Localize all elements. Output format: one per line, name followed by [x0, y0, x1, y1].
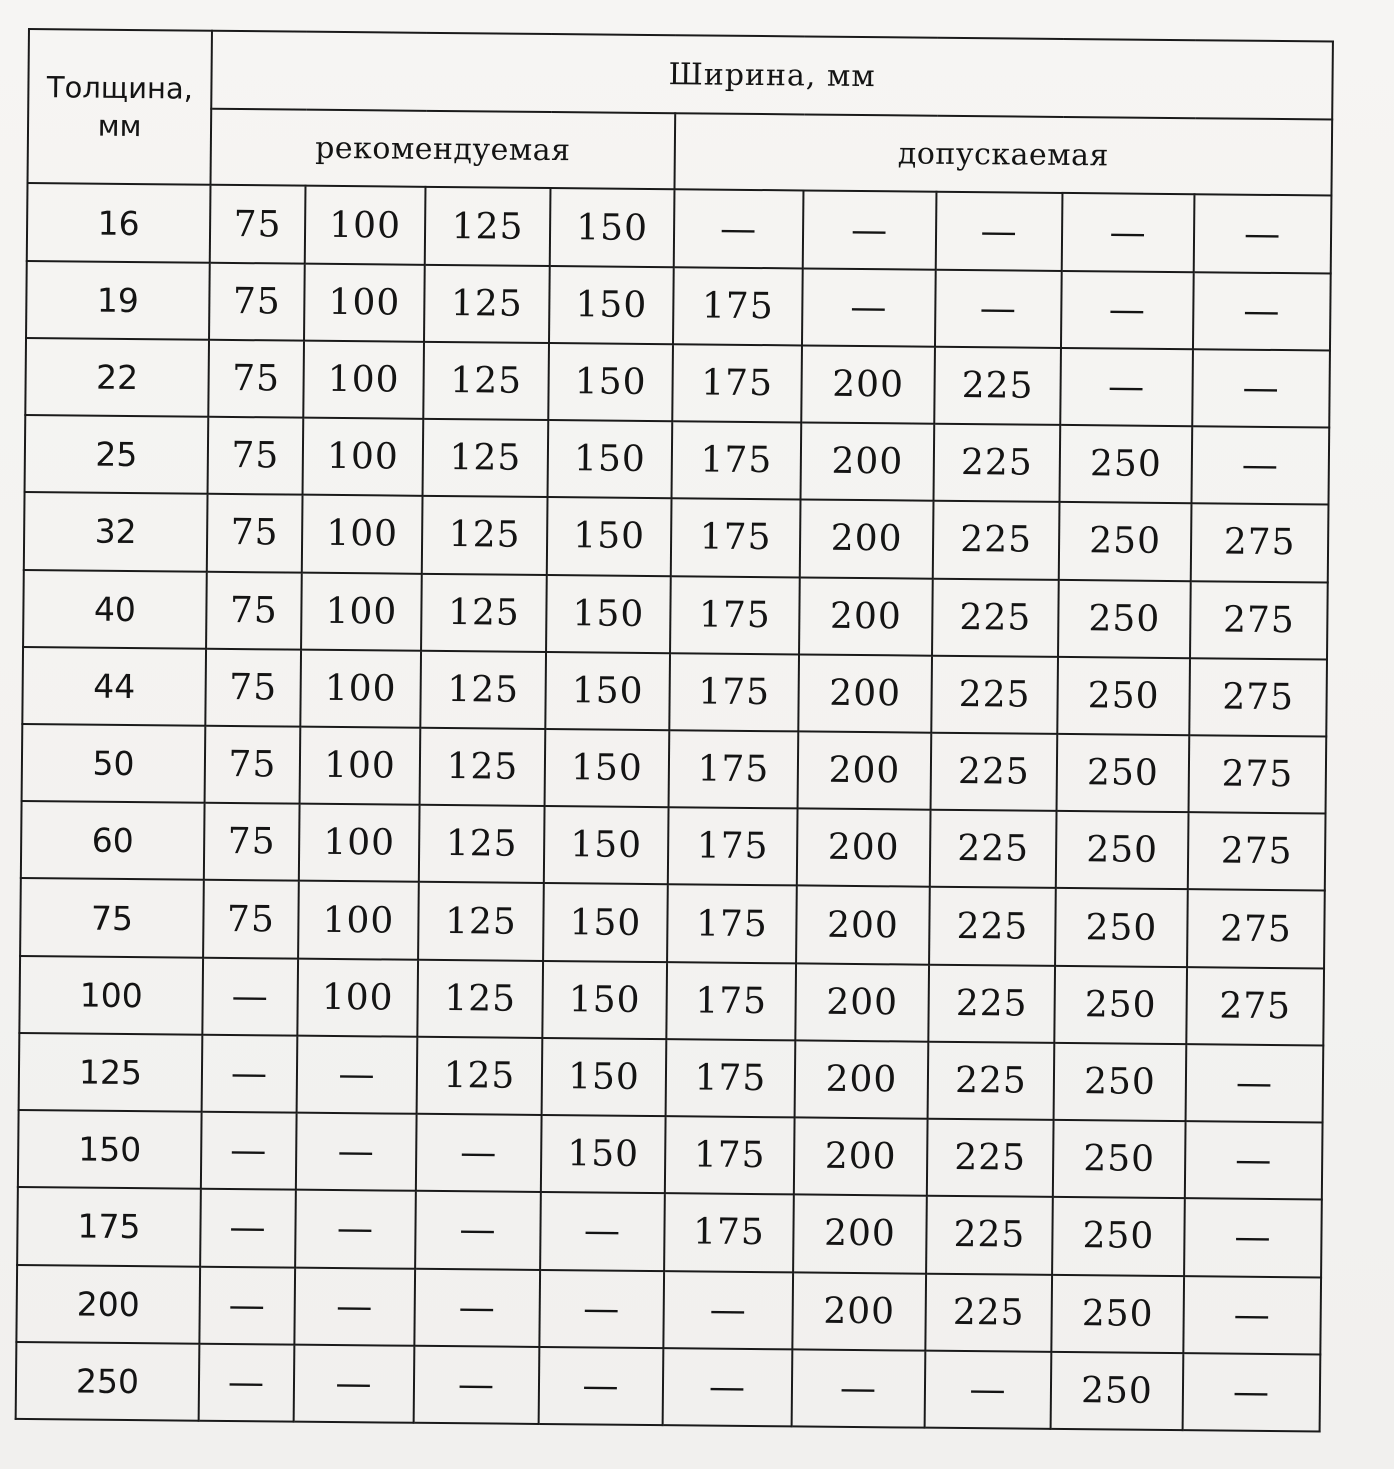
recommended-width-cell: 100	[300, 649, 421, 727]
permissible-width-cell: —	[935, 269, 1062, 347]
permissible-width-cell: —	[792, 1349, 926, 1428]
recommended-width-cell: —	[294, 1267, 415, 1345]
permissible-width-cell: 200	[798, 654, 932, 732]
recommended-width-cell: —	[296, 1113, 417, 1191]
permissible-header	[674, 113, 1332, 196]
table-row	[25, 338, 1330, 428]
recommended-width-cell: 150	[548, 420, 673, 498]
thickness-cell: 125	[19, 1033, 203, 1112]
permissible-width-cell: 175	[672, 344, 802, 422]
permissible-width-cell: 250	[1051, 1274, 1184, 1352]
permissible-width-cell: 200	[795, 963, 929, 1041]
permissible-width-cell: 225	[925, 1273, 1052, 1351]
permissible-width-cell: 175	[669, 653, 799, 731]
permissible-width-cell: 275	[1191, 504, 1329, 583]
permissible-width-cell: 250	[1053, 1120, 1186, 1198]
recommended-width-cell: 100	[305, 186, 426, 264]
table-row	[24, 492, 1329, 582]
permissible-width-cell: 175	[665, 1116, 795, 1194]
permissible-width-cell: 175	[670, 576, 800, 654]
permissible-width-cell: 225	[931, 655, 1058, 733]
permissible-width-cell: 175	[668, 807, 798, 885]
recommended-width-cell: —	[199, 1266, 295, 1344]
recommended-width-cell: 125	[418, 882, 544, 960]
thickness-cell: 40	[23, 570, 207, 649]
permissible-width-cell: 200	[799, 577, 933, 655]
table-row	[20, 878, 1325, 968]
permissible-width-cell: 175	[669, 730, 799, 808]
recommended-width-cell: —	[202, 957, 298, 1035]
permissible-width-cell: 275	[1189, 735, 1327, 814]
recommended-width-cell: 150	[541, 1115, 666, 1193]
recommended-width-cell: —	[416, 1114, 542, 1192]
recommended-width-cell: 100	[302, 495, 423, 573]
width-header-label: Ширина, мм	[668, 56, 876, 94]
recommended-width-cell: 75	[208, 417, 304, 495]
permissible-width-cell: 200	[801, 345, 935, 423]
recommended-width-cell: 150	[545, 652, 670, 730]
recommended-width-cell: 75	[206, 571, 302, 649]
permissible-width-cell: —	[1193, 272, 1331, 351]
recommended-header-label: рекомендуемая	[314, 130, 571, 169]
recommended-width-cell: 75	[210, 185, 306, 263]
table-row	[18, 1110, 1323, 1200]
permissible-width-cell: 225	[928, 964, 1055, 1042]
recommended-width-cell: —	[202, 1035, 298, 1113]
recommended-width-cell: 125	[423, 342, 549, 420]
permissible-width-cell: —	[1191, 426, 1329, 505]
recommended-width-cell: 125	[417, 1037, 543, 1115]
permissible-header-label: допускаемая	[897, 136, 1110, 174]
recommended-width-cell: —	[201, 1112, 297, 1190]
permissible-width-cell: 275	[1188, 812, 1326, 891]
recommended-width-cell: —	[295, 1190, 416, 1268]
recommended-width-cell: —	[540, 1192, 665, 1270]
lumber-size-table	[15, 28, 1334, 1432]
permissible-width-cell: 200	[798, 731, 932, 809]
thickness-cell: 75	[20, 878, 204, 957]
thickness-cell: 60	[21, 801, 205, 880]
recommended-width-cell: 150	[542, 961, 667, 1039]
thickness-header	[28, 29, 212, 185]
permissible-width-cell: 175	[664, 1193, 794, 1271]
recommended-width-cell: —	[414, 1268, 540, 1346]
permissible-width-cell: 225	[930, 810, 1057, 888]
recommended-width-cell: 100	[298, 881, 419, 959]
permissible-width-cell: 250	[1056, 811, 1189, 889]
permissible-width-cell: 200	[800, 500, 934, 578]
thickness-cell: 175	[17, 1187, 201, 1266]
recommended-width-cell: 150	[542, 1038, 667, 1116]
table-row	[25, 415, 1330, 505]
table-row	[16, 1342, 1321, 1432]
permissible-width-cell: 275	[1186, 967, 1324, 1046]
table-row	[22, 724, 1327, 814]
permissible-width-cell: 225	[933, 501, 1060, 579]
permissible-width-cell: 275	[1189, 658, 1327, 737]
recommended-width-cell: —	[539, 1269, 664, 1347]
recommended-header	[210, 109, 675, 190]
recommended-width-cell: 75	[205, 648, 301, 726]
permissible-width-cell: 200	[797, 809, 931, 887]
thickness-cell: 250	[16, 1342, 200, 1421]
header-row-2	[28, 107, 1333, 196]
width-header	[211, 31, 1333, 120]
recommended-width-cell: 100	[303, 418, 424, 496]
recommended-width-cell: 125	[420, 651, 546, 729]
permissible-width-cell: —	[1183, 1276, 1321, 1355]
thickness-header-label: Толщина, мм	[46, 70, 194, 144]
table-row	[19, 956, 1324, 1046]
permissible-width-cell: 225	[931, 733, 1058, 811]
permissible-width-cell: 250	[1054, 1043, 1187, 1121]
recommended-width-cell: 75	[207, 494, 303, 572]
permissible-width-cell: —	[663, 1348, 793, 1427]
recommended-width-cell: 150	[544, 806, 669, 884]
permissible-width-cell: 275	[1187, 890, 1325, 969]
recommended-width-cell: 100	[304, 263, 425, 341]
permissible-width-cell: —	[1062, 193, 1195, 271]
permissible-width-cell: 175	[673, 267, 803, 345]
recommended-width-cell: —	[415, 1191, 541, 1269]
permissible-width-cell: 275	[1190, 581, 1328, 660]
recommended-width-cell: 75	[203, 880, 299, 958]
permissible-width-cell: 225	[932, 578, 1059, 656]
table-row	[22, 647, 1327, 737]
recommended-width-cell: 150	[545, 729, 670, 807]
permissible-width-cell: 200	[793, 1195, 927, 1273]
recommended-width-cell: 150	[543, 883, 668, 961]
permissible-width-cell: 225	[934, 347, 1061, 425]
permissible-width-cell: 225	[934, 424, 1061, 502]
recommended-width-cell: 150	[548, 343, 673, 421]
thickness-cell: 25	[25, 415, 209, 494]
recommended-width-cell: —	[200, 1189, 296, 1267]
recommended-width-cell: 125	[422, 496, 548, 574]
permissible-width-cell: 250	[1052, 1197, 1185, 1275]
permissible-width-cell: 225	[927, 1119, 1054, 1197]
permissible-width-cell: —	[802, 268, 936, 346]
permissible-width-cell: 175	[666, 1039, 796, 1117]
recommended-width-cell: 125	[424, 264, 550, 342]
recommended-width-cell: —	[199, 1343, 295, 1421]
recommended-width-cell: 100	[301, 572, 422, 650]
permissible-width-cell: 225	[929, 887, 1056, 965]
table-row	[21, 801, 1326, 891]
table-row	[26, 261, 1331, 351]
thickness-cell: 50	[22, 724, 206, 803]
recommended-width-cell: 150	[546, 575, 671, 653]
permissible-width-cell: 200	[792, 1272, 926, 1350]
recommended-width-cell: 150	[550, 188, 675, 266]
recommended-width-cell: 75	[204, 803, 300, 881]
permissible-width-cell: 175	[672, 421, 802, 499]
thickness-cell: 150	[18, 1110, 202, 1189]
recommended-width-cell: 75	[205, 726, 301, 804]
permissible-width-cell: —	[925, 1350, 1052, 1428]
thickness-cell: 44	[22, 647, 206, 726]
permissible-width-cell: —	[1060, 348, 1193, 426]
header-row-1	[28, 29, 1333, 120]
permissible-width-cell: —	[1061, 271, 1194, 349]
thickness-cell: 22	[25, 338, 209, 417]
recommended-width-cell: 100	[297, 958, 418, 1036]
permissible-width-cell: —	[663, 1271, 793, 1349]
permissible-width-cell: —	[1194, 195, 1332, 274]
recommended-width-cell: 150	[547, 497, 672, 575]
recommended-width-cell: 125	[420, 728, 546, 806]
permissible-width-cell: 250	[1051, 1352, 1184, 1431]
recommended-width-cell: 100	[303, 341, 424, 419]
table-row	[23, 570, 1328, 660]
recommended-width-cell: —	[297, 1035, 418, 1113]
permissible-width-cell: 250	[1054, 966, 1187, 1044]
recommended-width-cell: —	[414, 1345, 540, 1423]
recommended-width-cell: 75	[209, 262, 305, 340]
permissible-width-cell: 200	[795, 1040, 929, 1118]
thickness-cell: 19	[26, 261, 210, 340]
recommended-width-cell: 125	[423, 419, 549, 497]
permissible-width-cell: 250	[1055, 888, 1188, 966]
permissible-width-cell: 250	[1059, 425, 1192, 503]
table-row	[16, 1264, 1321, 1354]
recommended-width-cell: 100	[299, 804, 420, 882]
permissible-width-cell: 175	[666, 962, 796, 1040]
thickness-cell: 100	[19, 956, 203, 1035]
table-row	[19, 1033, 1324, 1123]
permissible-width-cell: 250	[1057, 734, 1190, 812]
permissible-width-cell: —	[1192, 349, 1330, 428]
permissible-width-cell: 225	[928, 1042, 1055, 1120]
table-row	[27, 183, 1332, 273]
recommended-width-cell: 150	[549, 266, 674, 344]
permissible-width-cell: 200	[801, 423, 935, 501]
thickness-cell: 32	[24, 492, 208, 571]
thickness-cell: 200	[16, 1264, 200, 1343]
recommended-width-cell: 75	[208, 340, 304, 418]
permissible-width-cell: —	[1186, 1044, 1324, 1123]
permissible-width-cell: —	[803, 191, 937, 269]
permissible-width-cell: 200	[794, 1117, 928, 1195]
recommended-width-cell: 100	[300, 727, 421, 805]
permissible-width-cell: 175	[667, 885, 797, 963]
permissible-width-cell: 250	[1059, 502, 1192, 580]
thickness-cell: 16	[27, 183, 211, 262]
recommended-width-cell: 125	[419, 805, 545, 883]
permissible-width-cell: —	[1183, 1353, 1321, 1432]
recommended-width-cell: 125	[425, 187, 551, 265]
table-row	[17, 1187, 1322, 1277]
permissible-width-cell: 225	[926, 1196, 1053, 1274]
recommended-width-cell: 125	[417, 959, 543, 1037]
recommended-width-cell: —	[294, 1344, 415, 1422]
permissible-width-cell: 200	[796, 886, 930, 964]
permissible-width-cell: 250	[1058, 579, 1191, 657]
permissible-width-cell: —	[1184, 1198, 1322, 1277]
permissible-width-cell: —	[1185, 1121, 1323, 1200]
recommended-width-cell: —	[539, 1347, 664, 1425]
permissible-width-cell: 175	[671, 499, 801, 577]
permissible-width-cell: 250	[1057, 657, 1190, 735]
permissible-width-cell: —	[674, 190, 804, 268]
table-body	[16, 29, 1333, 1431]
recommended-width-cell: 125	[421, 573, 547, 651]
permissible-width-cell: —	[936, 192, 1063, 270]
